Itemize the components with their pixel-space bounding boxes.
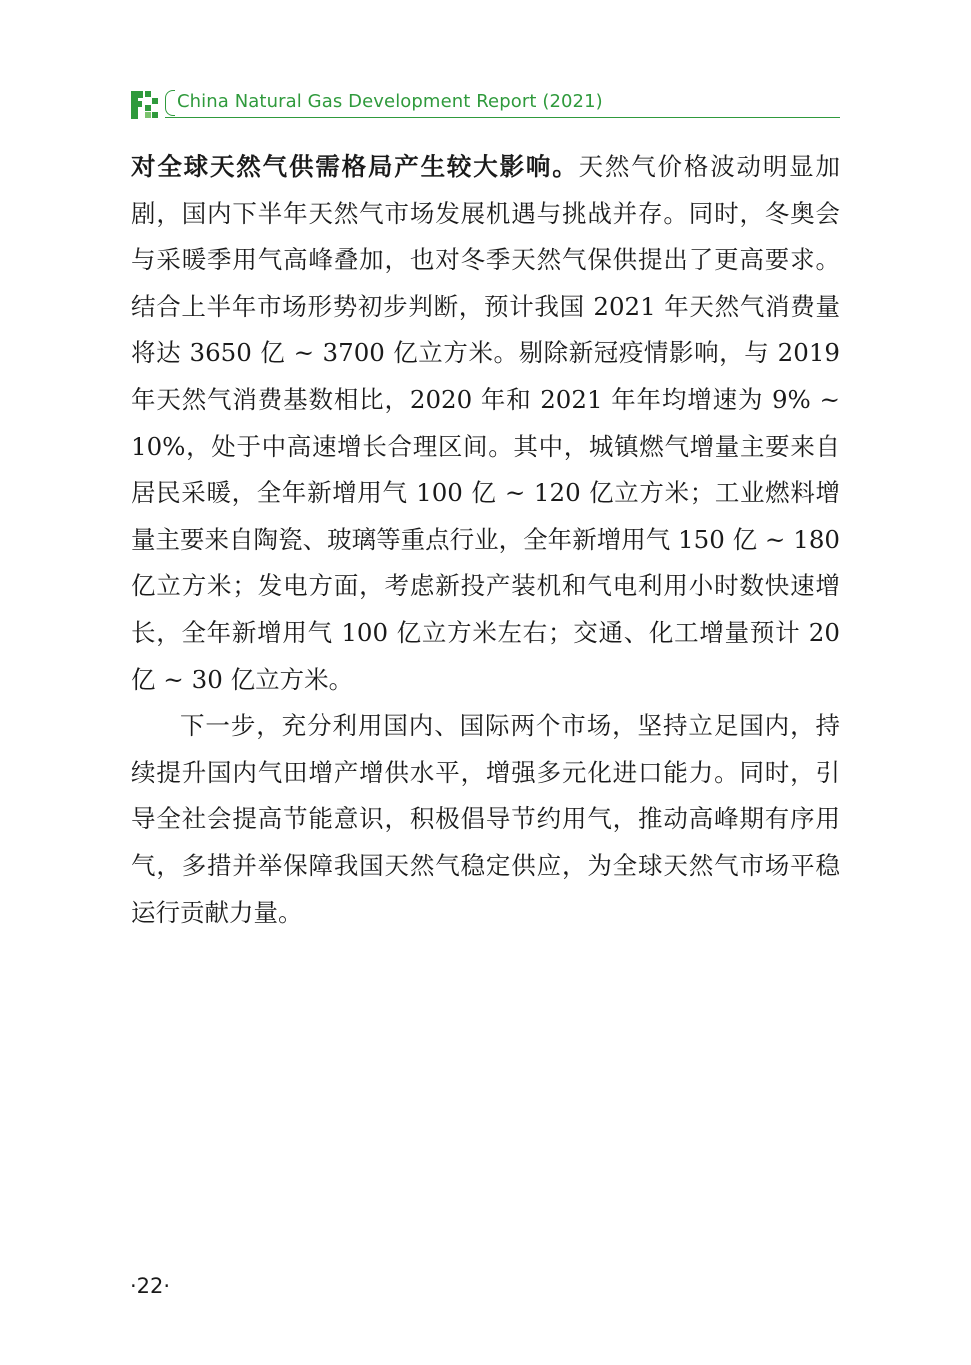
- header-title: China Natural Gas Development Report (2021): [177, 91, 603, 112]
- header-bracket: [165, 90, 175, 116]
- green-pixel-logo-icon: [131, 91, 159, 119]
- running-header: [131, 88, 840, 120]
- main-content: [131, 144, 840, 936]
- paragraph-1-bold-lead: 对全球天然气供需格局产生较大影响。: [131, 152, 579, 181]
- paragraph-2: 下一步，充分利用国内、国际两个市场，坚持立足国内，持续提升国内气田增产增供水平，增强多元化进口能力。同时，引导全社会提高节能意识，积极倡导节约用气，推动高峰期有序用气，多措并举保障我国天然气稳定供应，为全球天然气市场平稳运行贡献力量。: [131, 711, 840, 927]
- page-number: ·22·: [130, 1274, 171, 1298]
- header-rule: [165, 117, 840, 118]
- paragraph-1-text: 天然气价格波动明显加剧，国内下半年天然气市场发展机遇与挑战并存。同时，冬奥会与采暖季用气高峰叠加，也对冬季天然气保供提出了更高要求。结合上半年市场形势初步判断，预计我国 2021 年天然气消费量将达 3650 亿 ~ 3700 亿立方米。剔除新冠疫情影响，与 2019 年天然气消费基数相比，2020 年和 2021 年年均增速为 9% ~ 10%，处于中高速增长合理区间。其中，城镇燃气增量主要来自居民采暖，全年新增用气 100 亿 ~ 120 亿立方米；工业燃料增量主要来自陶瓷、玻璃等重点行业，全年新增用气 150 亿 ~ 180 亿立方米；发电方面，考虑新投产装机和气电利用小时数快速增长，全年新增用气 100 亿立方米左右；交通、化工增量预计 20 亿 ~ 30 亿立方米。: [131, 152, 841, 694]
- paragraph-1: [131, 144, 840, 703]
